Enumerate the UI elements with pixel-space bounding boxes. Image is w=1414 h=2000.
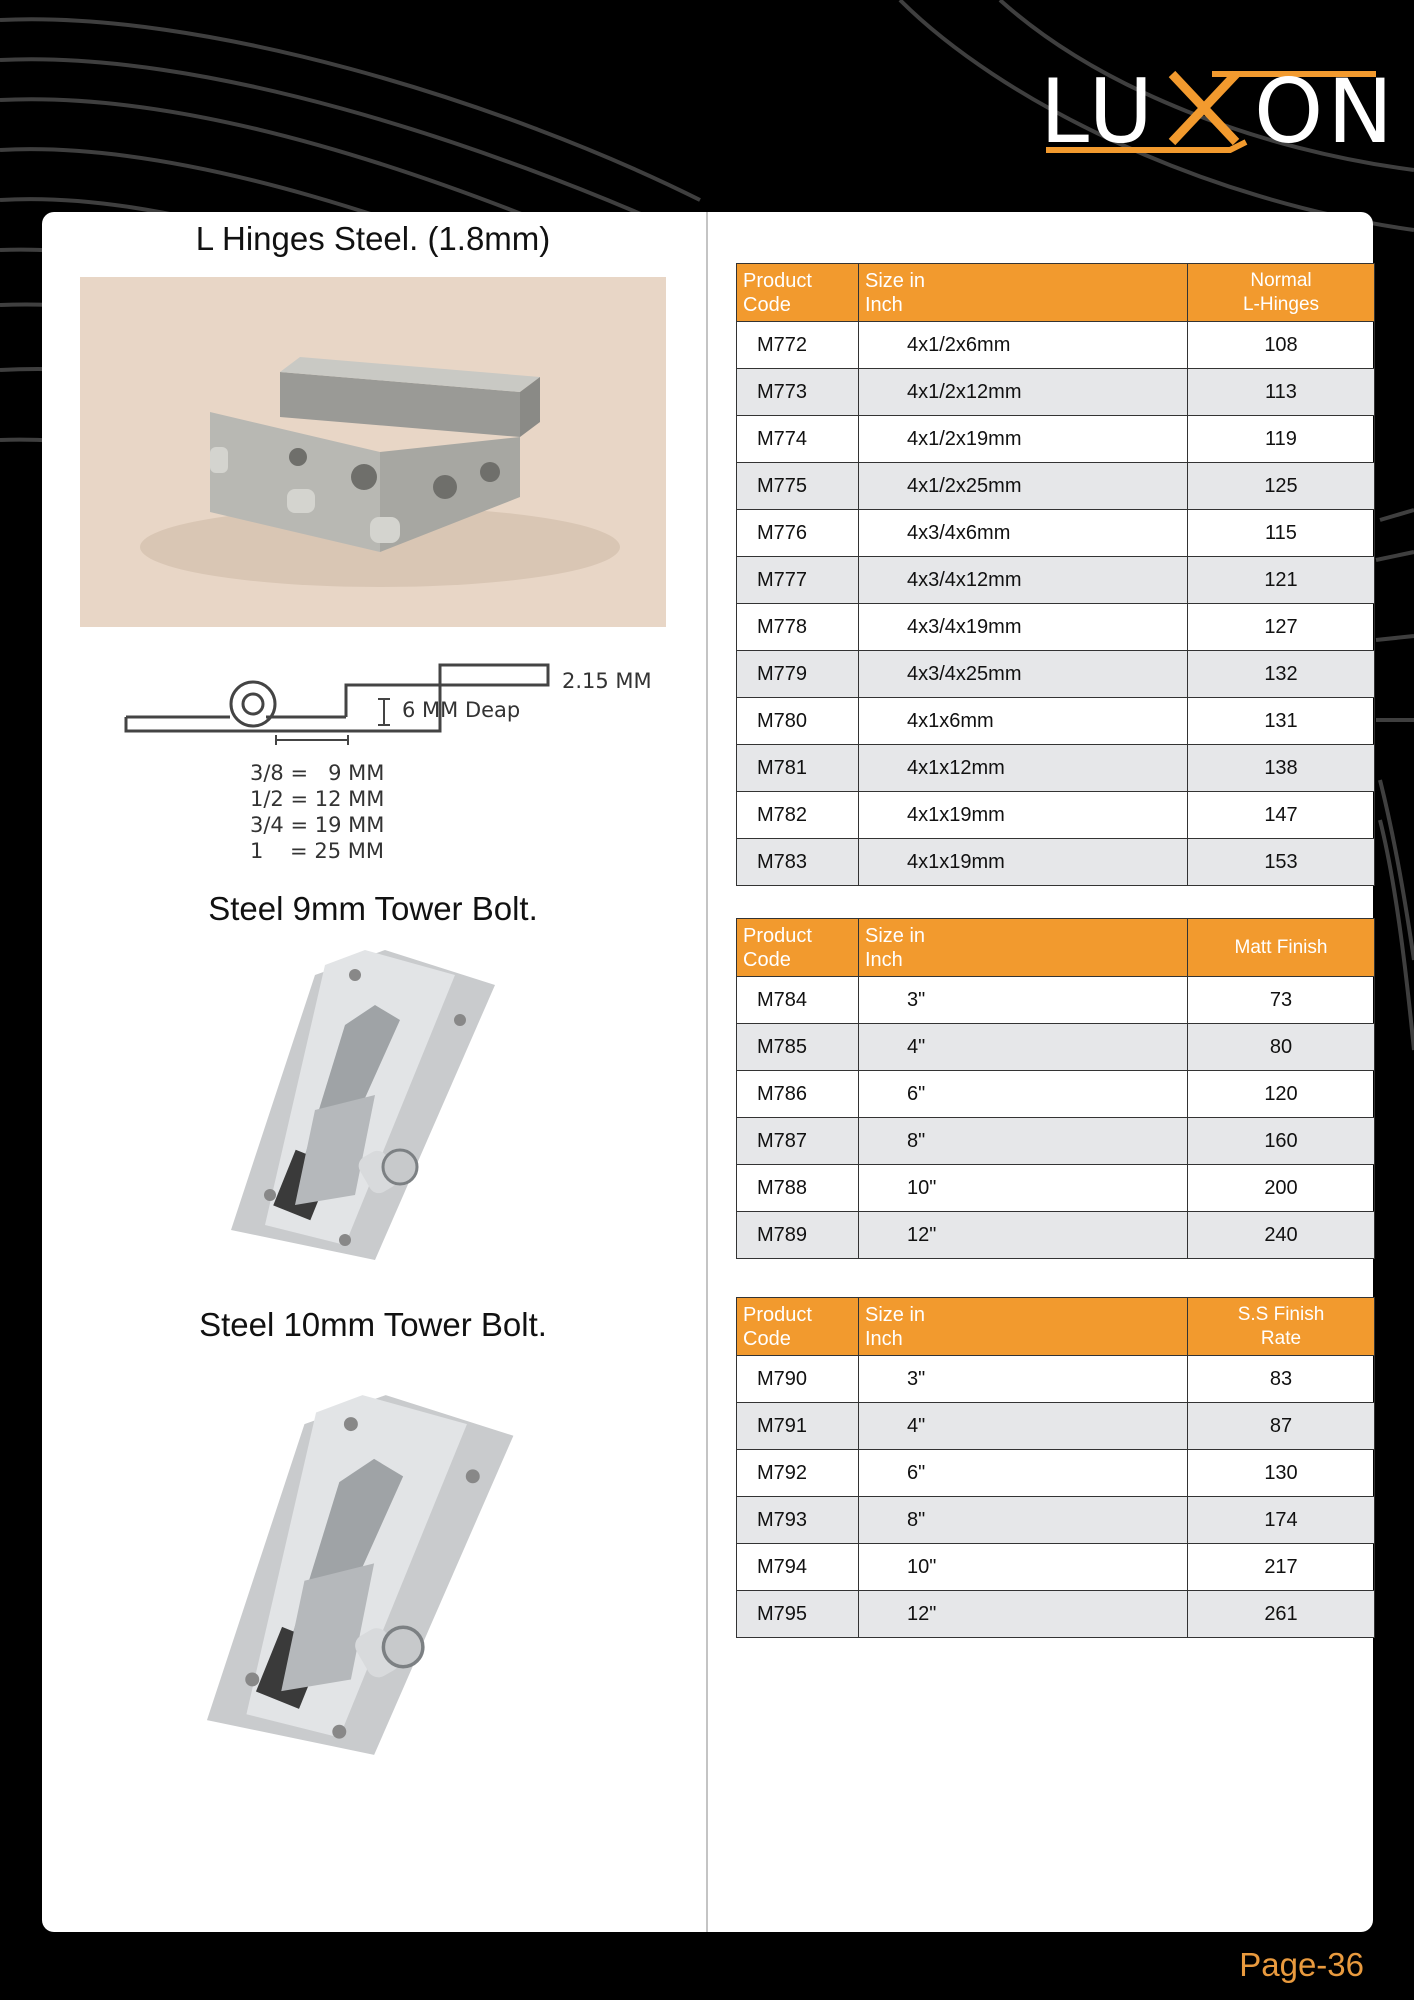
table-row [737, 1497, 1375, 1544]
tower-bolt-10mm-photo [200, 1385, 525, 1765]
tower-bolt-9mm-title: Steel 9mm Tower Bolt. [208, 890, 538, 927]
table-row [737, 839, 1375, 886]
size-cell: 4x1/2x25mm [859, 463, 1188, 510]
rate-cell: 73 [1188, 977, 1375, 1024]
product-code-cell: M791 [737, 1403, 859, 1450]
svg-text:LU: LU [1040, 60, 1158, 163]
size-cell: 6" [859, 1071, 1188, 1118]
size-cell: 4x1x19mm [859, 839, 1188, 886]
header-rate: Normal L-Hinges [1188, 264, 1375, 322]
size-cell: 12" [859, 1591, 1188, 1638]
rate-cell: 115 [1188, 510, 1375, 557]
tower-bolt-10mm-title: Steel 10mm Tower Bolt. [199, 1306, 547, 1343]
table-row [737, 651, 1375, 698]
rate-cell: 120 [1188, 1071, 1375, 1118]
luxon-logo-graphic [1040, 60, 1398, 163]
hinge-dimension-diagram [110, 655, 670, 865]
header-size: Size in Inch [859, 1298, 1188, 1356]
conversion-line: 1/2 = 12 MM [250, 787, 385, 811]
header-size: Size in Inch [859, 919, 1188, 977]
header-rate: Matt Finish [1188, 919, 1375, 977]
product-code-cell: M779 [737, 651, 859, 698]
header-size: Size in Inch [859, 264, 1188, 322]
price-table-10mm-tower-bolt [736, 1297, 1375, 1638]
l-hinge-photo [80, 277, 666, 627]
table-row [737, 369, 1375, 416]
rate-cell: 147 [1188, 792, 1375, 839]
product-code-cell: M789 [737, 1212, 859, 1259]
product-code-cell: M778 [737, 604, 859, 651]
depth-label: 6 MM Deap [402, 698, 521, 722]
product-code-cell: M790 [737, 1356, 859, 1403]
product-code-cell: M784 [737, 977, 859, 1024]
table-row [737, 1356, 1375, 1403]
size-cell: 4x1/2x19mm [859, 416, 1188, 463]
rate-cell: 80 [1188, 1024, 1375, 1071]
conversion-line: 1 = 25 MM [250, 839, 384, 863]
rate-cell: 127 [1188, 604, 1375, 651]
size-cell: 4x3/4x6mm [859, 510, 1188, 557]
rate-cell: 200 [1188, 1165, 1375, 1212]
table-row [737, 745, 1375, 792]
header-product-code: Product Code [737, 264, 859, 322]
size-cell: 8" [859, 1497, 1188, 1544]
table-row [737, 1024, 1375, 1071]
tower-bolt-9mm-photo [225, 945, 505, 1265]
size-cell: 6" [859, 1450, 1188, 1497]
size-cell: 4" [859, 1403, 1188, 1450]
size-cell: 4x3/4x19mm [859, 604, 1188, 651]
size-cell: 4x1/2x12mm [859, 369, 1188, 416]
size-cell: 4x1x19mm [859, 792, 1188, 839]
rate-cell: 87 [1188, 1403, 1375, 1450]
table-row [737, 1165, 1375, 1212]
product-code-cell: M794 [737, 1544, 859, 1591]
product-code-cell: M775 [737, 463, 859, 510]
rate-cell: 217 [1188, 1544, 1375, 1591]
table-row [737, 1591, 1375, 1638]
page-number: Page-36 [1239, 1946, 1364, 1983]
price-table-9mm-tower-bolt [736, 918, 1375, 1259]
rate-cell: 160 [1188, 1118, 1375, 1165]
size-cell: 12" [859, 1212, 1188, 1259]
size-cell: 4x1x12mm [859, 745, 1188, 792]
table-row [737, 416, 1375, 463]
table-row [737, 322, 1375, 369]
product-code-cell: M776 [737, 510, 859, 557]
table-row [737, 463, 1375, 510]
l-hinge-title: L Hinges Steel. (1.8mm) [195, 220, 551, 257]
product-code-cell: M788 [737, 1165, 859, 1212]
size-cell: 3" [859, 1356, 1188, 1403]
size-cell: 4x3/4x12mm [859, 557, 1188, 604]
header-rate: S.S Finish Rate [1188, 1298, 1375, 1356]
product-code-cell: M795 [737, 1591, 859, 1638]
product-code-cell: M783 [737, 839, 859, 886]
conversion-line: 3/4 = 19 MM [250, 813, 385, 837]
rate-cell: 138 [1188, 745, 1375, 792]
size-cell: 4x3/4x25mm [859, 651, 1188, 698]
rate-cell: 108 [1188, 322, 1375, 369]
rate-cell: 153 [1188, 839, 1375, 886]
product-code-cell: M780 [737, 698, 859, 745]
product-code-cell: M777 [737, 557, 859, 604]
table-row [737, 510, 1375, 557]
product-code-cell: M774 [737, 416, 859, 463]
table-row [737, 1212, 1375, 1259]
rate-cell: 240 [1188, 1212, 1375, 1259]
product-code-cell: M785 [737, 1024, 859, 1071]
product-code-cell: M793 [737, 1497, 859, 1544]
size-cell: 4x1/2x6mm [859, 322, 1188, 369]
product-code-cell: M787 [737, 1118, 859, 1165]
size-cell: 10" [859, 1165, 1188, 1212]
price-table-l-hinges [736, 263, 1375, 886]
product-code-cell: M772 [737, 322, 859, 369]
product-code-cell: M773 [737, 369, 859, 416]
rate-cell: 131 [1188, 698, 1375, 745]
table-row [737, 977, 1375, 1024]
thickness-label: 2.15 MM [562, 669, 652, 693]
product-code-cell: M786 [737, 1071, 859, 1118]
size-cell: 4x1x6mm [859, 698, 1188, 745]
size-cell: 4" [859, 1024, 1188, 1071]
rate-cell: 125 [1188, 463, 1375, 510]
table-row [737, 1071, 1375, 1118]
rate-cell: 119 [1188, 416, 1375, 463]
rate-cell: 121 [1188, 557, 1375, 604]
header-product-code: Product Code [737, 1298, 859, 1356]
table-row [737, 698, 1375, 745]
conversion-line: 3/8 = 9 MM [250, 761, 385, 785]
table-row [737, 557, 1375, 604]
table-row [737, 1403, 1375, 1450]
rate-cell: 261 [1188, 1591, 1375, 1638]
product-code-cell: M781 [737, 745, 859, 792]
size-cell: 10" [859, 1544, 1188, 1591]
rate-cell: 83 [1188, 1356, 1375, 1403]
table-row [737, 1544, 1375, 1591]
product-code-cell: M782 [737, 792, 859, 839]
table-row [737, 1450, 1375, 1497]
size-cell: 8" [859, 1118, 1188, 1165]
table-row [737, 1118, 1375, 1165]
rate-cell: 174 [1188, 1497, 1375, 1544]
table-row [737, 792, 1375, 839]
product-code-cell: M792 [737, 1450, 859, 1497]
header-product-code: Product Code [737, 919, 859, 977]
rate-cell: 113 [1188, 369, 1375, 416]
rate-cell: 130 [1188, 1450, 1375, 1497]
rate-cell: 132 [1188, 651, 1375, 698]
table-row [737, 604, 1375, 651]
size-cell: 3" [859, 977, 1188, 1024]
svg-text:ON: ON [1254, 60, 1398, 163]
brand-logo [1040, 60, 1398, 163]
column-divider [706, 212, 708, 1932]
